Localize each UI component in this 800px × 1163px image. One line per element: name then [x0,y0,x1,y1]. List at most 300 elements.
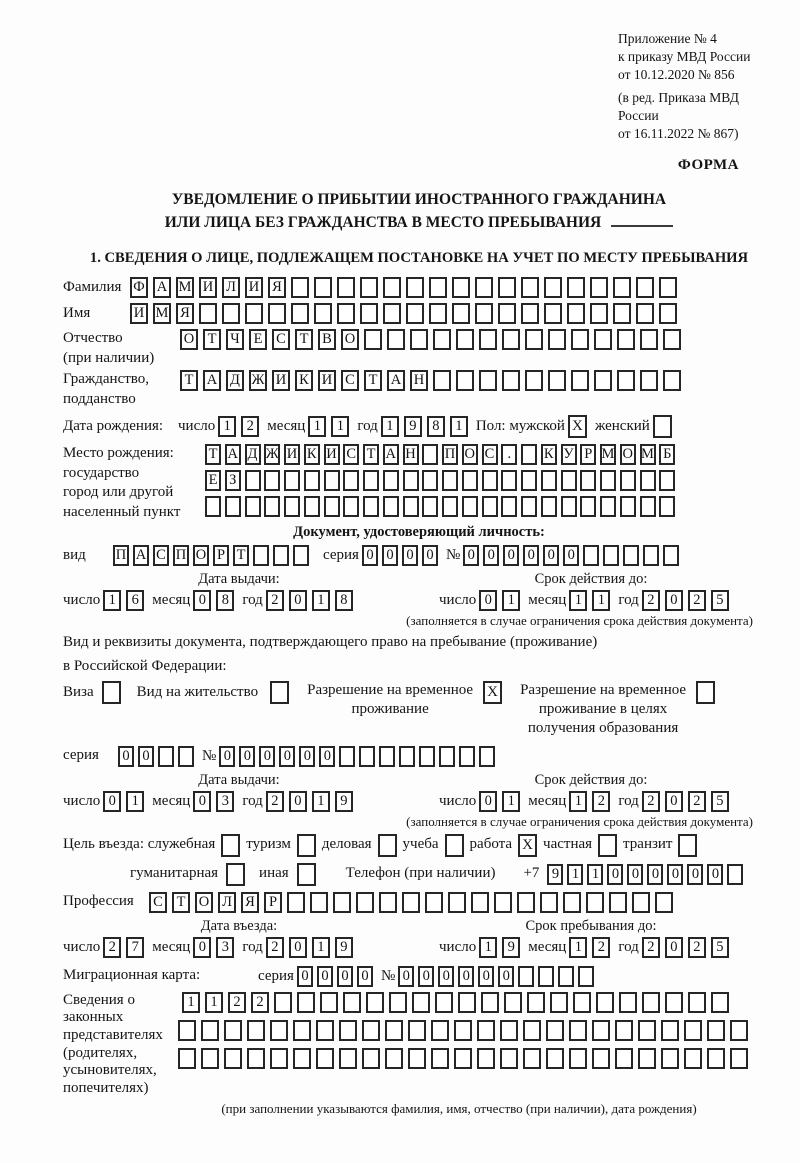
char-cell[interactable]: 2 [642,937,660,958]
char-cell[interactable] [684,1020,702,1041]
char-cell[interactable]: 1 [205,992,223,1013]
char-cell[interactable] [337,277,355,298]
char-cell[interactable]: Я [176,303,194,324]
char-cell[interactable]: С [341,370,359,391]
char-cell[interactable] [433,329,451,350]
char-cell[interactable] [245,496,261,517]
char-cell[interactable]: Т [364,370,382,391]
purpose-work-checkbox[interactable]: X [518,834,537,857]
char-cell[interactable] [471,892,489,913]
char-cell[interactable]: Р [264,892,282,913]
char-cell[interactable] [592,1048,610,1069]
char-cell[interactable] [324,496,340,517]
char-cell[interactable]: И [324,444,340,465]
char-cell[interactable] [379,892,397,913]
char-cell[interactable]: 0 [299,746,315,767]
char-cell[interactable] [431,1048,449,1069]
char-cell[interactable]: 1 [182,992,200,1013]
char-cell[interactable] [521,277,539,298]
char-cell[interactable]: А [153,277,171,298]
char-cell[interactable] [324,470,340,491]
char-cell[interactable] [452,303,470,324]
char-cell[interactable] [498,303,516,324]
char-cell[interactable]: 0 [289,590,307,611]
char-cell[interactable]: 0 [337,966,353,987]
char-cell[interactable] [613,303,631,324]
char-cell[interactable] [523,1048,541,1069]
char-cell[interactable] [640,329,658,350]
char-cell[interactable] [360,277,378,298]
char-cell[interactable]: 0 [317,966,333,987]
char-cell[interactable]: Е [249,329,267,350]
char-cell[interactable] [636,277,654,298]
char-cell[interactable] [640,496,656,517]
char-cell[interactable]: 0 [362,545,378,566]
char-cell[interactable]: Ж [264,444,280,465]
char-cell[interactable]: 0 [647,864,663,885]
char-cell[interactable]: Т [180,370,198,391]
char-cell[interactable] [224,1048,242,1069]
char-cell[interactable]: П [173,545,189,566]
char-cell[interactable] [623,545,639,566]
char-cell[interactable] [494,892,512,913]
char-cell[interactable]: Т [295,329,313,350]
char-cell[interactable] [403,470,419,491]
char-cell[interactable]: 1 [502,791,520,812]
char-cell[interactable] [640,370,658,391]
char-cell[interactable] [730,1048,748,1069]
char-cell[interactable] [615,1020,633,1041]
char-cell[interactable]: И [199,277,217,298]
char-cell[interactable] [548,370,566,391]
char-cell[interactable] [433,370,451,391]
char-cell[interactable] [337,303,355,324]
purpose-study-checkbox[interactable] [445,834,464,857]
char-cell[interactable] [270,1020,288,1041]
char-cell[interactable] [727,864,743,885]
char-cell[interactable]: З [225,470,241,491]
char-cell[interactable]: 1 [569,937,587,958]
visa-checkbox[interactable] [102,681,121,704]
purpose-private-checkbox[interactable] [598,834,617,857]
char-cell[interactable]: О [195,892,213,913]
char-cell[interactable] [383,303,401,324]
char-cell[interactable] [412,992,430,1013]
char-cell[interactable] [359,746,375,767]
sex-female-checkbox[interactable] [653,415,672,438]
char-cell[interactable] [422,444,438,465]
char-cell[interactable]: 9 [502,937,520,958]
purpose-business-checkbox[interactable] [221,834,240,857]
char-cell[interactable] [638,1048,656,1069]
purpose-transit-checkbox[interactable] [678,834,697,857]
char-cell[interactable] [525,329,543,350]
char-cell[interactable]: М [153,303,171,324]
char-cell[interactable]: 5 [711,590,729,611]
char-cell[interactable]: 0 [297,966,313,987]
char-cell[interactable] [567,277,585,298]
char-cell[interactable]: 1 [103,590,121,611]
char-cell[interactable]: А [203,370,221,391]
temp-residence-edu-checkbox[interactable] [696,681,715,704]
char-cell[interactable] [316,1048,334,1069]
char-cell[interactable] [659,470,675,491]
char-cell[interactable] [573,992,591,1013]
char-cell[interactable] [659,496,675,517]
char-cell[interactable] [501,470,517,491]
char-cell[interactable]: 0 [193,791,211,812]
char-cell[interactable]: 0 [543,545,559,566]
char-cell[interactable]: 1 [381,416,399,437]
char-cell[interactable]: 1 [312,590,330,611]
char-cell[interactable]: 2 [642,791,660,812]
char-cell[interactable] [620,496,636,517]
char-cell[interactable] [304,496,320,517]
char-cell[interactable] [546,1020,564,1041]
char-cell[interactable]: Б [659,444,675,465]
char-cell[interactable]: 2 [592,937,610,958]
char-cell[interactable] [429,277,447,298]
char-cell[interactable]: О [341,329,359,350]
char-cell[interactable] [561,496,577,517]
char-cell[interactable] [640,470,656,491]
char-cell[interactable]: М [176,277,194,298]
char-cell[interactable] [479,329,497,350]
char-cell[interactable] [435,992,453,1013]
char-cell[interactable] [439,746,455,767]
char-cell[interactable]: 0 [138,746,154,767]
char-cell[interactable] [245,303,263,324]
char-cell[interactable]: 2 [266,937,284,958]
char-cell[interactable] [178,746,194,767]
char-cell[interactable] [613,277,631,298]
char-cell[interactable]: Я [241,892,259,913]
char-cell[interactable] [617,370,635,391]
char-cell[interactable]: 1 [308,416,326,437]
char-cell[interactable] [383,496,399,517]
char-cell[interactable]: 0 [219,746,235,767]
char-cell[interactable]: М [640,444,656,465]
char-cell[interactable]: К [304,444,320,465]
purpose-commercial-checkbox[interactable] [378,834,397,857]
char-cell[interactable] [339,746,355,767]
char-cell[interactable]: И [130,303,148,324]
char-cell[interactable] [419,746,435,767]
char-cell[interactable] [333,892,351,913]
char-cell[interactable]: 2 [688,937,706,958]
char-cell[interactable] [310,892,328,913]
char-cell[interactable] [609,892,627,913]
char-cell[interactable] [655,892,673,913]
char-cell[interactable]: У [561,444,577,465]
char-cell[interactable] [425,892,443,913]
char-cell[interactable] [402,892,420,913]
char-cell[interactable] [663,545,679,566]
char-cell[interactable] [205,496,221,517]
char-cell[interactable]: 3 [216,937,234,958]
char-cell[interactable]: 0 [463,545,479,566]
char-cell[interactable]: И [284,444,300,465]
char-cell[interactable] [475,277,493,298]
char-cell[interactable] [517,892,535,913]
char-cell[interactable] [498,277,516,298]
char-cell[interactable] [518,966,534,987]
char-cell[interactable] [287,892,305,913]
char-cell[interactable] [462,470,478,491]
char-cell[interactable] [643,545,659,566]
char-cell[interactable] [525,370,543,391]
char-cell[interactable] [590,303,608,324]
char-cell[interactable] [222,303,240,324]
char-cell[interactable] [362,1020,380,1041]
char-cell[interactable]: А [133,545,149,566]
char-cell[interactable] [615,1048,633,1069]
char-cell[interactable] [408,1020,426,1041]
char-cell[interactable]: 1 [312,937,330,958]
char-cell[interactable] [385,1048,403,1069]
char-cell[interactable]: 1 [592,590,610,611]
char-cell[interactable]: Я [268,277,286,298]
char-cell[interactable]: 0 [279,746,295,767]
char-cell[interactable]: С [343,444,359,465]
char-cell[interactable]: 6 [126,590,144,611]
char-cell[interactable] [661,1048,679,1069]
char-cell[interactable] [316,1020,334,1041]
char-cell[interactable] [284,470,300,491]
char-cell[interactable] [314,277,332,298]
char-cell[interactable]: А [225,444,241,465]
char-cell[interactable] [475,303,493,324]
char-cell[interactable]: А [383,444,399,465]
char-cell[interactable]: Ж [249,370,267,391]
char-cell[interactable]: 0 [458,966,474,987]
char-cell[interactable] [360,303,378,324]
char-cell[interactable]: 0 [193,590,211,611]
char-cell[interactable] [578,966,594,987]
char-cell[interactable] [293,1020,311,1041]
char-cell[interactable]: Т [203,329,221,350]
char-cell[interactable]: 2 [228,992,246,1013]
char-cell[interactable] [596,992,614,1013]
char-cell[interactable] [642,992,660,1013]
char-cell[interactable]: 2 [688,791,706,812]
purpose-tourism-checkbox[interactable] [297,834,316,857]
char-cell[interactable] [477,1020,495,1041]
char-cell[interactable] [594,329,612,350]
char-cell[interactable]: 1 [218,416,236,437]
char-cell[interactable] [291,303,309,324]
char-cell[interactable] [363,470,379,491]
char-cell[interactable] [479,370,497,391]
temp-residence-checkbox[interactable]: X [483,681,502,704]
char-cell[interactable] [320,992,338,1013]
char-cell[interactable] [456,329,474,350]
char-cell[interactable]: М [600,444,616,465]
char-cell[interactable]: И [318,370,336,391]
char-cell[interactable]: И [245,277,263,298]
char-cell[interactable]: 0 [418,966,434,987]
char-cell[interactable]: 0 [193,937,211,958]
char-cell[interactable]: А [387,370,405,391]
char-cell[interactable]: 0 [319,746,335,767]
char-cell[interactable] [201,1048,219,1069]
char-cell[interactable]: 0 [665,791,683,812]
char-cell[interactable] [571,329,589,350]
residence-permit-checkbox[interactable] [270,681,289,704]
char-cell[interactable] [590,277,608,298]
char-cell[interactable] [707,1020,725,1041]
char-cell[interactable]: 1 [331,416,349,437]
char-cell[interactable] [482,496,498,517]
char-cell[interactable]: 1 [569,791,587,812]
char-cell[interactable] [546,1048,564,1069]
char-cell[interactable] [501,496,517,517]
char-cell[interactable]: 1 [450,416,468,437]
char-cell[interactable] [600,470,616,491]
char-cell[interactable]: 0 [438,966,454,987]
char-cell[interactable] [379,746,395,767]
char-cell[interactable]: 8 [335,590,353,611]
char-cell[interactable] [387,329,405,350]
char-cell[interactable]: 1 [502,590,520,611]
char-cell[interactable]: 0 [239,746,255,767]
char-cell[interactable] [665,992,683,1013]
char-cell[interactable]: 0 [483,545,499,566]
char-cell[interactable] [583,545,599,566]
char-cell[interactable]: 2 [266,791,284,812]
char-cell[interactable] [429,303,447,324]
char-cell[interactable]: 0 [667,864,683,885]
char-cell[interactable]: 0 [627,864,643,885]
char-cell[interactable] [540,892,558,913]
char-cell[interactable]: Т [363,444,379,465]
char-cell[interactable] [567,303,585,324]
char-cell[interactable] [389,992,407,1013]
char-cell[interactable]: П [442,444,458,465]
char-cell[interactable]: 2 [592,791,610,812]
char-cell[interactable]: 0 [665,590,683,611]
char-cell[interactable]: О [180,329,198,350]
char-cell[interactable] [688,992,706,1013]
char-cell[interactable] [297,992,315,1013]
char-cell[interactable]: О [193,545,209,566]
char-cell[interactable] [521,303,539,324]
char-cell[interactable]: 9 [404,416,422,437]
char-cell[interactable] [571,370,589,391]
char-cell[interactable] [462,496,478,517]
char-cell[interactable] [343,470,359,491]
char-cell[interactable]: 0 [382,545,398,566]
char-cell[interactable] [273,545,289,566]
char-cell[interactable]: Р [580,444,596,465]
char-cell[interactable]: 2 [241,416,259,437]
char-cell[interactable] [224,1020,242,1041]
char-cell[interactable] [343,992,361,1013]
char-cell[interactable] [502,329,520,350]
char-cell[interactable] [477,1048,495,1069]
char-cell[interactable] [663,370,681,391]
char-cell[interactable]: Ф [130,277,148,298]
char-cell[interactable]: 1 [587,864,603,885]
char-cell[interactable] [406,303,424,324]
char-cell[interactable] [178,1020,196,1041]
char-cell[interactable] [274,992,292,1013]
char-cell[interactable]: 0 [103,791,121,812]
char-cell[interactable] [270,1048,288,1069]
char-cell[interactable] [580,496,596,517]
char-cell[interactable]: 2 [103,937,121,958]
char-cell[interactable]: 0 [402,545,418,566]
char-cell[interactable] [366,992,384,1013]
char-cell[interactable] [569,1020,587,1041]
char-cell[interactable] [580,470,596,491]
char-cell[interactable] [199,303,217,324]
char-cell[interactable]: 0 [523,545,539,566]
char-cell[interactable] [456,370,474,391]
char-cell[interactable] [659,277,677,298]
char-cell[interactable] [661,1020,679,1041]
char-cell[interactable] [600,496,616,517]
char-cell[interactable] [500,1048,518,1069]
char-cell[interactable] [158,746,174,767]
char-cell[interactable] [619,992,637,1013]
char-cell[interactable]: К [541,444,557,465]
char-cell[interactable] [544,277,562,298]
char-cell[interactable] [264,470,280,491]
char-cell[interactable]: Д [245,444,261,465]
char-cell[interactable]: С [482,444,498,465]
char-cell[interactable]: Т [233,545,249,566]
purpose-other-checkbox[interactable] [297,863,316,886]
char-cell[interactable]: 2 [266,590,284,611]
char-cell[interactable] [541,496,557,517]
char-cell[interactable]: 2 [251,992,269,1013]
char-cell[interactable] [399,746,415,767]
char-cell[interactable] [561,470,577,491]
char-cell[interactable]: 0 [479,791,497,812]
char-cell[interactable] [502,370,520,391]
char-cell[interactable]: 0 [687,864,703,885]
char-cell[interactable] [617,329,635,350]
char-cell[interactable]: С [272,329,290,350]
char-cell[interactable]: 9 [547,864,563,885]
char-cell[interactable] [408,1048,426,1069]
char-cell[interactable] [563,892,581,913]
char-cell[interactable] [527,992,545,1013]
char-cell[interactable] [247,1048,265,1069]
char-cell[interactable]: 1 [569,590,587,611]
char-cell[interactable] [482,470,498,491]
char-cell[interactable] [178,1048,196,1069]
char-cell[interactable] [684,1048,702,1069]
char-cell[interactable]: 9 [335,791,353,812]
char-cell[interactable]: Т [205,444,221,465]
char-cell[interactable] [363,496,379,517]
char-cell[interactable]: 0 [478,966,494,987]
char-cell[interactable] [521,444,537,465]
char-cell[interactable] [442,496,458,517]
char-cell[interactable] [711,992,729,1013]
char-cell[interactable] [268,303,286,324]
char-cell[interactable] [636,303,654,324]
char-cell[interactable]: . [501,444,517,465]
char-cell[interactable] [504,992,522,1013]
char-cell[interactable] [663,329,681,350]
char-cell[interactable] [247,1020,265,1041]
char-cell[interactable] [422,496,438,517]
char-cell[interactable] [548,329,566,350]
char-cell[interactable]: 1 [312,791,330,812]
